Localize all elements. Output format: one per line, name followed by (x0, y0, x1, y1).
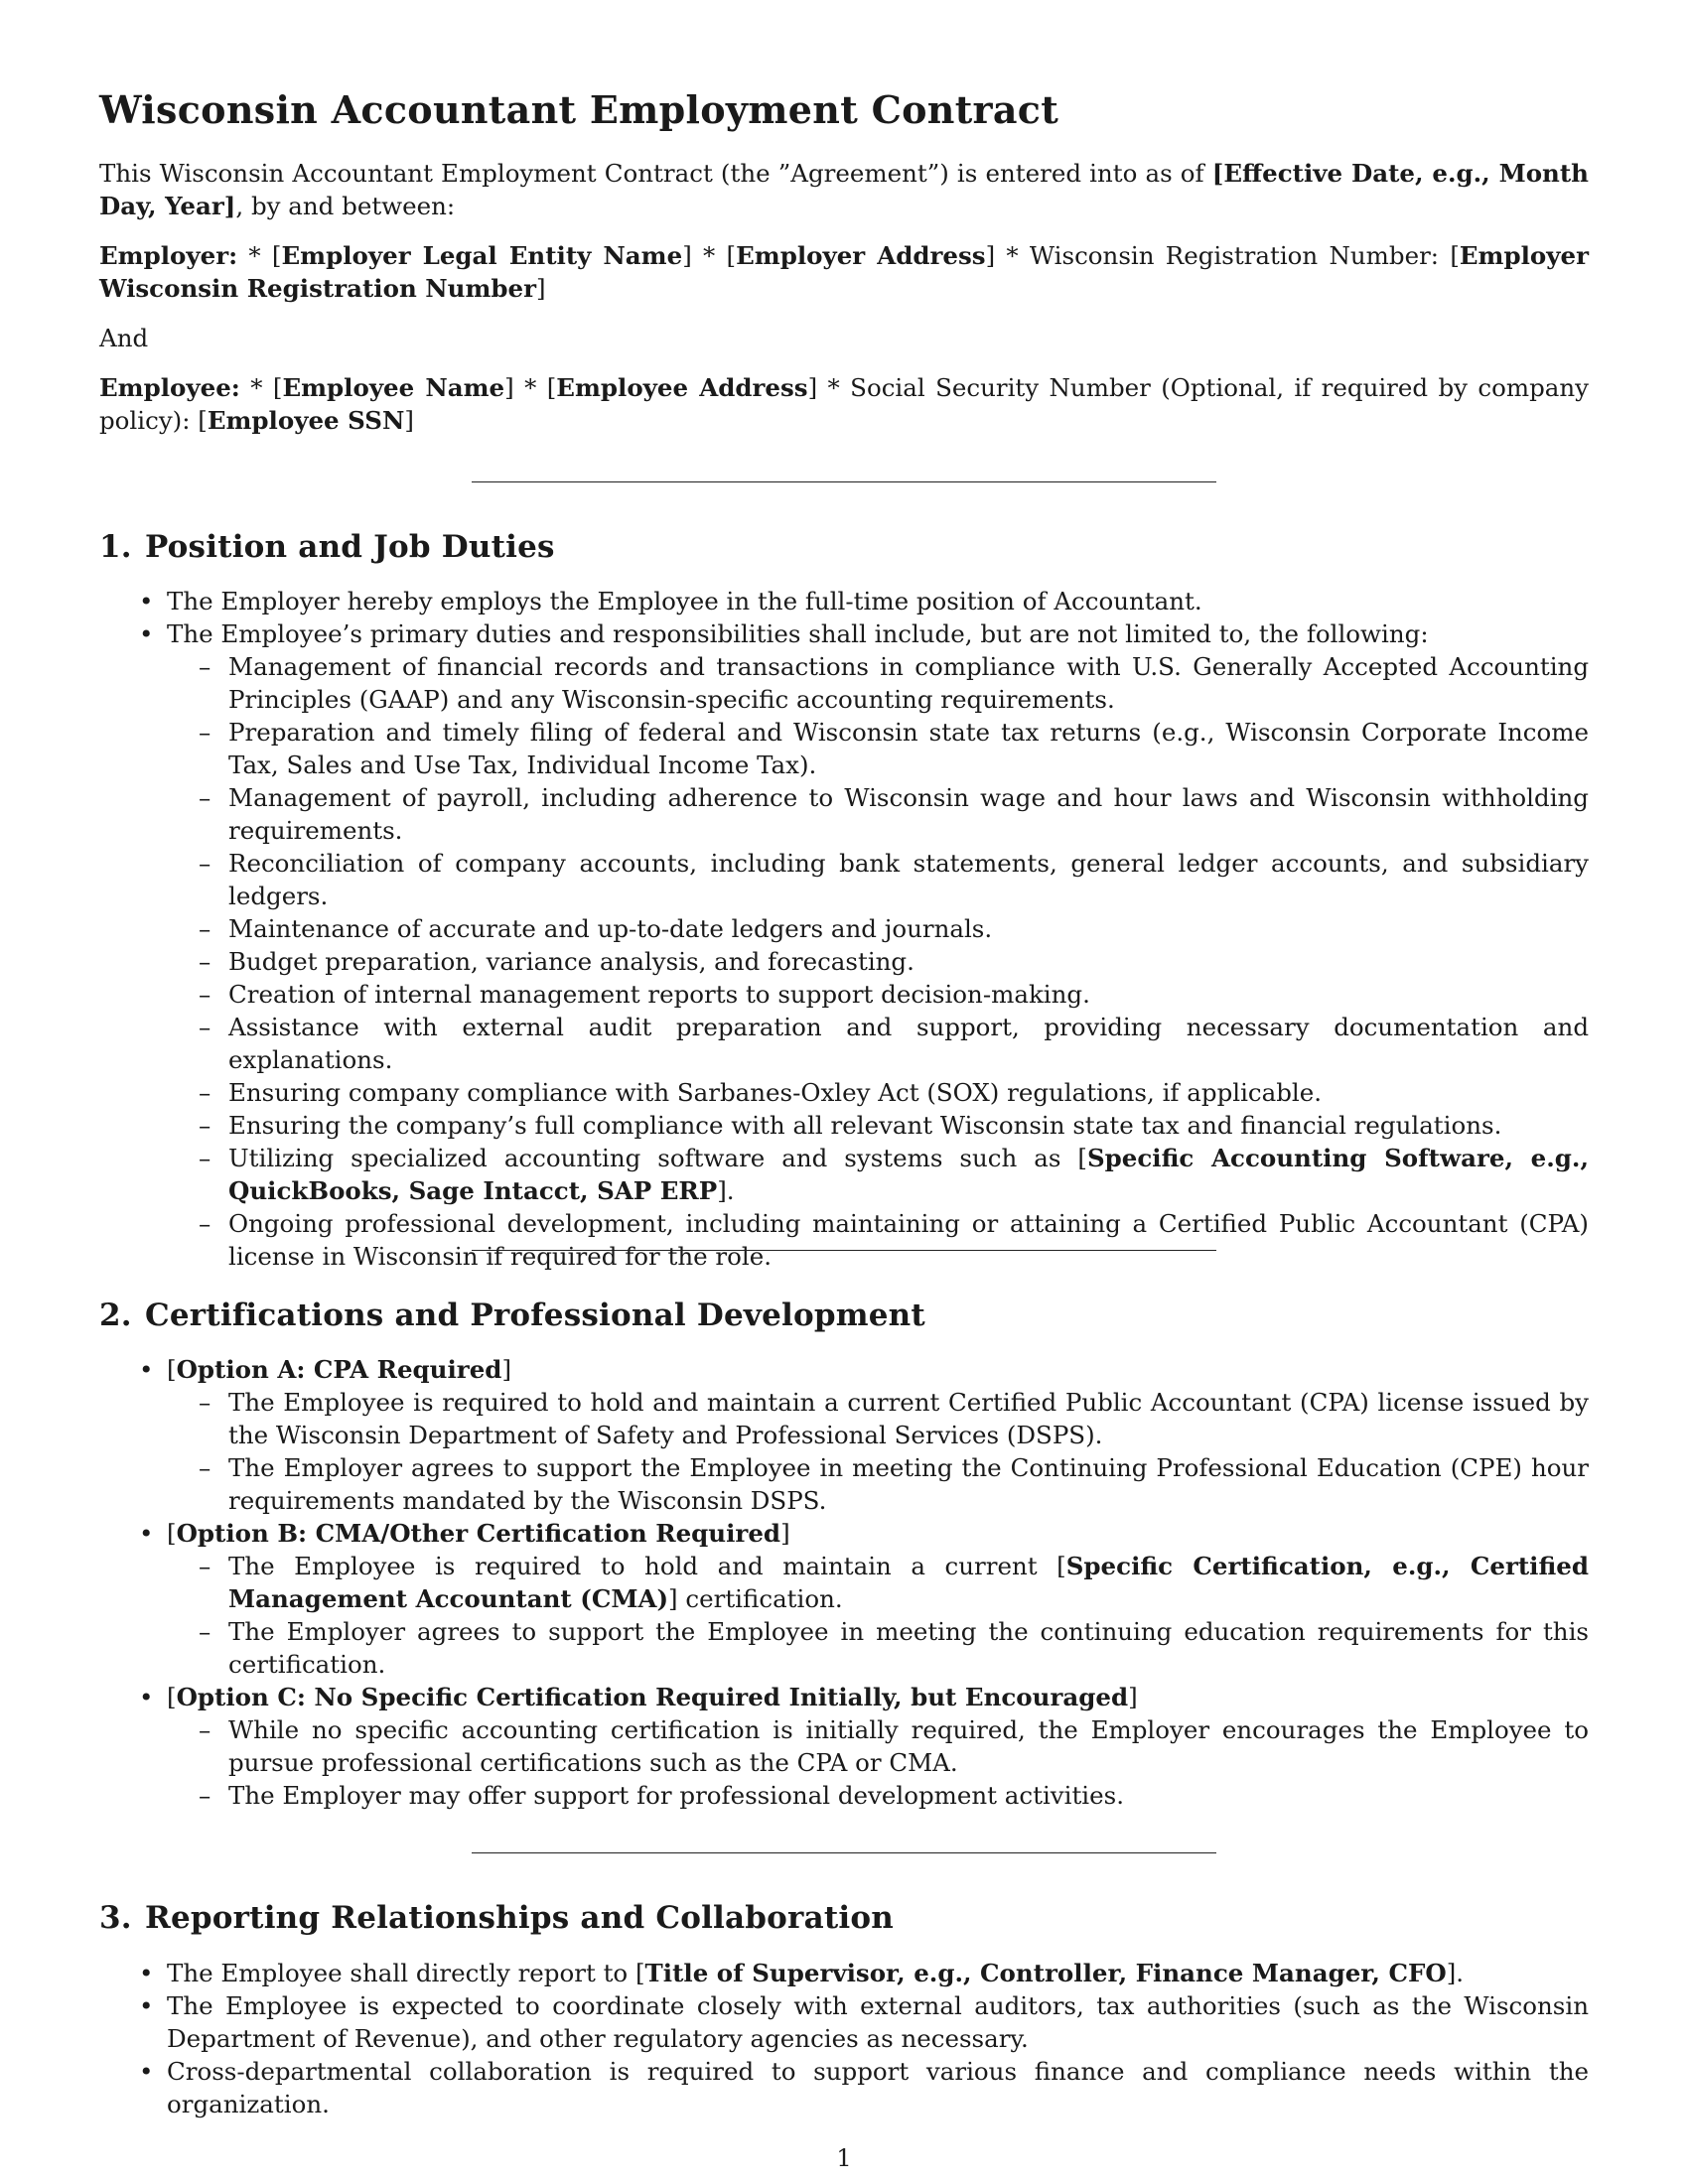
list-item: – Reconciliation of company accounts, including bank statements, general ledger accounts, and subsidiary ledgers. (167, 847, 1589, 912)
employee-paragraph: Employee: * [Employee Name] * [Employee Address] * Social Security Number (Optional, if required by company policy): [Employee SSN] (99, 373, 1589, 435)
list-item: – Ensuring company compliance with Sarbanes-Oxley Act (SOX) regulations, if applicable. (167, 1076, 1589, 1109)
list-item: • [Option A: CPA Required] – The Employee is required to hold and maintain a current Certified Public Accountant (CPA) license issued by the Wisconsin Department of Safety and Professional Services (DSPS). – The Employer agrees to support the Employee in meeting the Continuing Professional Education (CPE) hour requirements mandated by the Wisconsin DSPS. (99, 1353, 1589, 1517)
section-divider (472, 481, 1216, 482)
list-item: – The Employee is required to hold and maintain a current Certified Public Accountant (CPA) license issued by the Wisconsin Department of Safety and Professional Services (DSPS). (167, 1386, 1589, 1451)
section-2-list (99, 1353, 1589, 1812)
section-2-heading: 2. Certifications and Professional Development (99, 1297, 925, 1333)
list-item: – Assistance with external audit preparation and support, providing necessary documentation and explanations. (167, 1011, 1589, 1076)
list-item: – The Employer agrees to support the Employee in meeting the continuing education requirements for this certification. (167, 1615, 1589, 1681)
list-item: – The Employer may offer support for professional development activities. (167, 1779, 1589, 1812)
list-item: • The Employee is expected to coordinate closely with external auditors, tax authorities (such as the Wisconsin Department of Revenue), and other regulatory agencies as necessary. (99, 1989, 1589, 2055)
section-1-heading: 1. Position and Job Duties (99, 529, 555, 565)
list-item: • [Option C: No Specific Certification Required Initially, but Encouraged] – While no specific accounting certification is initially required, the Employer encourages the Employee to pursue professional certifications such as the CPA or CMA. – The Employer may offer support for professional development activities. (99, 1681, 1589, 1812)
list-item: – Preparation and timely filing of federal and Wisconsin state tax returns (e.g., Wisconsin Corporate Income Tax, Sales and Use Tax, Individual Income Tax). (167, 716, 1589, 781)
intro-paragraph: This Wisconsin Accountant Employment Contract (the ”Agreement”) is entered into as of [Effective Date, e.g., Month Day, Year], by and between: (99, 159, 1589, 220)
list-item: – Ongoing professional development, including maintaining or attaining a Certified Public Accountant (CPA) license in Wisconsin if required for the role. (167, 1207, 1589, 1273)
duties-list (167, 650, 1589, 1273)
list-item: – The Employer agrees to support the Employee in meeting the Continuing Professional Education (CPE) hour requirements mandated by the Wisconsin DSPS. (167, 1451, 1589, 1517)
list-item: • [Option B: CMA/Other Certification Required] – The Employee is required to hold and maintain a current [Specific Certification, e.g., Certified Management Accountant (CMA)] certification. – The Employer agrees to support the Employee in meeting the continuing education requirements for this certification. (99, 1517, 1589, 1681)
list-item: – Creation of internal management reports to support decision-making. (167, 978, 1589, 1011)
list-item: – Maintenance of accurate and up-to-date ledgers and journals. (167, 912, 1589, 945)
list-item: – Management of payroll, including adherence to Wisconsin wage and hour laws and Wisconsin withholding requirements. (167, 781, 1589, 847)
and-text: And (99, 324, 149, 352)
section-1-list (99, 585, 1589, 1273)
list-item: – Ensuring the company’s full compliance with all relevant Wisconsin state tax and financial regulations. (167, 1109, 1589, 1142)
list-item: – While no specific accounting certification is initially required, the Employer encourages the Employee to pursue professional certifications such as the CPA or CMA. (167, 1713, 1589, 1779)
list-item: • The Employer hereby employs the Employee in the full-time position of Accountant. (99, 585, 1589, 617)
employer-paragraph: Employer: * [Employer Legal Entity Name] * [Employer Address] * Wisconsin Registration Number: [Employer Wisconsin Registration Number] (99, 241, 1589, 303)
list-item: – Management of financial records and transactions in compliance with U.S. Generally Accepted Accounting Principles (GAAP) and any Wisconsin-specific accounting requirements. (167, 650, 1589, 716)
list-item: • The Employee’s primary duties and responsibilities shall include, but are not limited to, the following: – Management of financial records and transactions in compliance with U.S. Generally Accepted Accounting Principles (GAAP) and any Wisconsin-specific accounting requirements. – Preparation and timely filing of federal and Wisconsin state tax returns (e.g., Wisconsin Corporate Income Tax, Sales and Use Tax, Individual Income Tax). – Management of payroll, including adherence to Wisconsin wage and hour laws and Wisconsin withholding requirements. – Reconciliation of company accounts, including bank statements, general ledger accounts, and subsidiary ledgers. – Maintenance of accurate and up-to-date ledgers and journals. – Budget preparation, variance analysis, and forecasting. – Creation of internal management reports to support decision-making. – Assistance with external audit preparation and support, providing necessary documentation and explanations. – Ensuring company compliance with Sarbanes-Oxley Act (SOX) regulations, if applicable. – Ensuring the company’s full compliance with all relevant Wisconsin state tax and financial regulations. – Utilizing specialized accounting software and systems such as [Specific Accounting Software, e.g., QuickBooks, Sage Intacct, SAP ERP]. – Ongoing professional development, including maintaining or attaining a Certified Public Accountant (CPA) license in Wisconsin if required for the role. (99, 617, 1589, 1273)
list-item: – Budget preparation, variance analysis, and forecasting. (167, 945, 1589, 978)
document-title: Wisconsin Accountant Employment Contract (99, 87, 1059, 132)
section-3-list (99, 1957, 1589, 2120)
page-number: 1 (836, 2144, 852, 2172)
section-3-heading: 3. Reporting Relationships and Collaboration (99, 1900, 894, 1936)
list-item: – Utilizing specialized accounting software and systems such as [Specific Accounting Software, e.g., QuickBooks, Sage Intacct, SAP ERP]. (167, 1142, 1589, 1207)
list-item: • The Employee shall directly report to [Title of Supervisor, e.g., Controller, Finance Manager, CFO]. (99, 1957, 1589, 1989)
list-item: • Cross-departmental collaboration is required to support various finance and compliance needs within the organization. (99, 2055, 1589, 2120)
list-item: – The Employee is required to hold and maintain a current [Specific Certification, e.g., Certified Management Accountant (CMA)] certification. (167, 1550, 1589, 1615)
section-divider (472, 1250, 1216, 1251)
section-divider (472, 1852, 1216, 1853)
